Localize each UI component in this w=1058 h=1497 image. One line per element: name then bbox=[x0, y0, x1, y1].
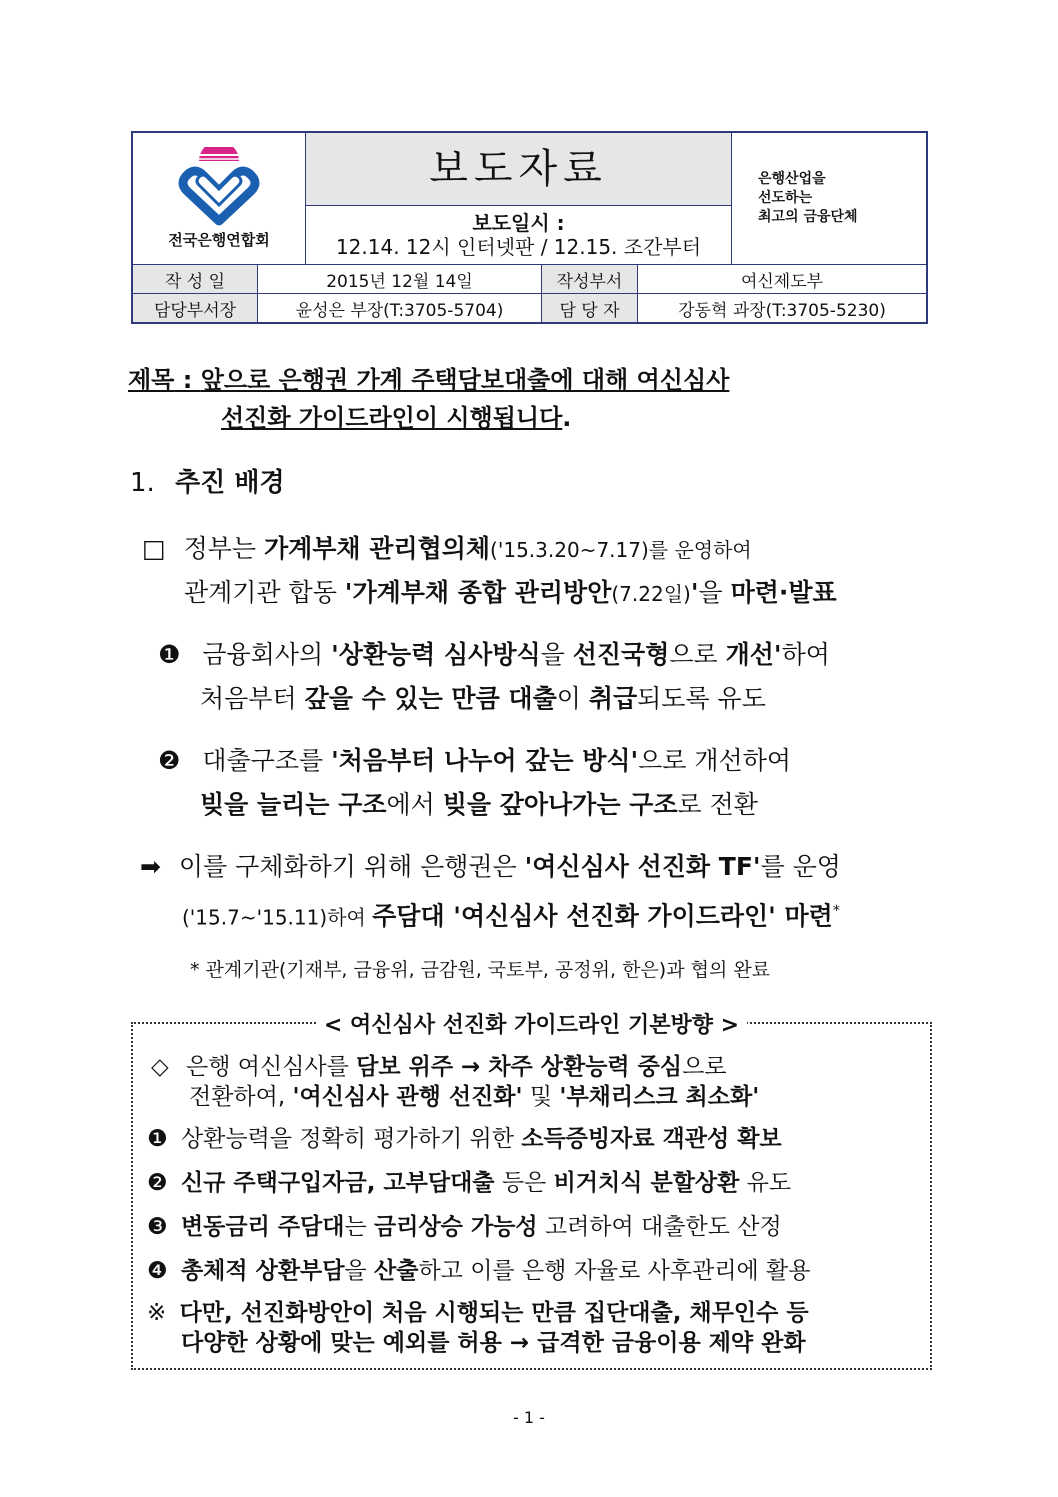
bold-text: '부채리스크 최소화' bbox=[559, 1084, 760, 1110]
text: 이를 구체화하기 위해 은행권은 bbox=[178, 852, 525, 881]
bold-text: 산출 bbox=[374, 1258, 419, 1284]
item2-line1 bbox=[158, 744, 791, 778]
right-arrow-icon: ➡ bbox=[140, 852, 161, 881]
diamond-bullet-icon: ◇ bbox=[151, 1054, 169, 1080]
title-line-2: 선진화 가이드라인이 시행됩니다. bbox=[221, 404, 572, 432]
reference-mark-icon: ※ bbox=[147, 1300, 167, 1326]
text: 으로 bbox=[669, 640, 726, 669]
bold-text: 신규 주택구입자금, 고부담대출 bbox=[180, 1170, 495, 1196]
bold-text: ' bbox=[690, 578, 699, 607]
item2-line2 bbox=[200, 788, 758, 822]
para1-line1 bbox=[142, 532, 752, 567]
section-heading bbox=[130, 462, 285, 499]
arrow-line1 bbox=[140, 850, 841, 884]
number-2-icon: ❷ bbox=[158, 746, 181, 775]
bold-text: 금리상승 가능성 bbox=[374, 1214, 538, 1240]
text: 금융회사의 bbox=[202, 640, 332, 669]
text: 이 bbox=[556, 684, 589, 713]
box-row-1 bbox=[151, 1052, 727, 1082]
text: 은행 여신심사를 bbox=[186, 1054, 357, 1080]
text: 관계기관 합동 bbox=[184, 578, 345, 607]
bold-text: 총체적 상환부담 bbox=[180, 1258, 345, 1284]
number-2-icon: ❷ bbox=[147, 1170, 168, 1196]
dept: 여신제도부 bbox=[638, 265, 927, 294]
manager-label: 담당부서장 bbox=[133, 294, 258, 323]
bold-text: 개선' bbox=[725, 640, 782, 669]
logo-cell bbox=[132, 132, 306, 265]
bold-text: '상환능력 심사방식 bbox=[331, 640, 541, 669]
text: 는 bbox=[344, 1214, 375, 1240]
number-3-icon: ❸ bbox=[147, 1214, 168, 1240]
number-4-icon: ❹ bbox=[147, 1258, 168, 1284]
release-cell bbox=[306, 206, 732, 265]
text: 상환능력을 정확히 평가하기 위한 bbox=[180, 1126, 522, 1152]
contact-label: 담 당 자 bbox=[542, 294, 638, 323]
written-date: 2015년 12월 14일 bbox=[258, 265, 542, 294]
box-row-4 bbox=[147, 1212, 782, 1242]
bold-text: 변동금리 주담대 bbox=[180, 1214, 345, 1240]
box-row-5 bbox=[147, 1256, 811, 1286]
bold-text: '가계부채 종합 관리방안 bbox=[344, 578, 612, 607]
section-number: 1. bbox=[130, 468, 155, 498]
text: 정부는 bbox=[183, 534, 264, 563]
bold-text: 마련·발표 bbox=[730, 578, 837, 607]
slogan-line-3: 최고의 금융단체 bbox=[758, 209, 858, 225]
bold-text: 다만, 선진화방안이 처음 시행되는 만큼 집단대출, 채무인수 등 bbox=[179, 1300, 809, 1326]
text: 으로 bbox=[682, 1054, 727, 1080]
box-row-1b bbox=[189, 1082, 759, 1112]
bold-text: 빚을 갚아나가는 구조 bbox=[442, 790, 678, 819]
header-table bbox=[131, 131, 928, 324]
box-row-6b bbox=[181, 1328, 806, 1358]
bold-text: '여신심사 선진화 TF' bbox=[524, 852, 761, 881]
text: 을 bbox=[698, 578, 731, 607]
bold-text: '여신심사 관행 선진화' bbox=[292, 1084, 523, 1110]
bold-text: 갚을 수 있는 만큼 대출 bbox=[304, 684, 557, 713]
text: 에서 bbox=[386, 790, 443, 819]
guideline-box bbox=[131, 1013, 932, 1370]
text: 대출구조를 bbox=[202, 746, 332, 775]
text: 을 bbox=[540, 640, 573, 669]
bold-text: 취급 bbox=[588, 684, 638, 713]
box-row-6 bbox=[147, 1298, 809, 1328]
meta-table bbox=[133, 265, 926, 322]
text: 으로 개선하여 bbox=[638, 746, 792, 775]
title-line-1 bbox=[128, 360, 729, 395]
slogan-line-1: 은행산업을 bbox=[758, 171, 826, 187]
text: 을 bbox=[344, 1258, 375, 1284]
bold-text: 빚을 늘리는 구조 bbox=[200, 790, 387, 819]
bold-text: 선진국형 bbox=[572, 640, 670, 669]
bold-text: '처음부터 나누어 갚는 방식' bbox=[331, 746, 639, 775]
text: ('15.7~'15.11)하여 bbox=[182, 905, 373, 930]
bold-text: 주담대 '여신심사 선진화 가이드라인' 마련 bbox=[372, 901, 833, 931]
bold-text: 비거치식 분할상환 bbox=[553, 1170, 740, 1196]
bold-text: 소득증빙자료 객관성 확보 bbox=[521, 1126, 782, 1152]
dept-label: 작성부서 bbox=[542, 265, 638, 294]
box-row-3 bbox=[147, 1168, 791, 1198]
title-colon: : bbox=[174, 366, 201, 394]
text: 및 bbox=[522, 1084, 560, 1110]
para1-line2 bbox=[184, 576, 837, 611]
manager: 윤성은 부장(T:3705-5704) bbox=[258, 294, 542, 323]
bold-text: 다양한 상황에 맞는 예외를 허용 → 급격한 금융이용 제약 완화 bbox=[181, 1330, 806, 1356]
box-heading-text: < 여신심사 선진화 가이드라인 기본방향 > bbox=[316, 1013, 747, 1038]
meta-row-container bbox=[132, 265, 927, 324]
bold-text: 담보 위주 → 차주 상환능력 중심 bbox=[356, 1054, 683, 1080]
text: 고려하여 대출한도 산정 bbox=[537, 1214, 782, 1240]
doc-type-title: 보도자료 bbox=[306, 132, 732, 206]
slogan bbox=[732, 132, 928, 265]
title-text-1: 앞으로 은행권 가계 주택담보대출에 대해 여신심사 bbox=[200, 366, 730, 394]
title-text-2: 선진화 가이드라인이 시행됩니다 bbox=[221, 404, 563, 432]
text: 를 운영 bbox=[760, 852, 841, 881]
text: 전환하여, bbox=[189, 1084, 293, 1110]
association-logo-icon bbox=[169, 147, 269, 227]
text: 유도 bbox=[739, 1170, 792, 1196]
title-prefix: 제목 bbox=[128, 366, 175, 394]
release-time: 12.14. 12시 인터넷판 / 12.15. 조간부터 bbox=[335, 235, 702, 259]
org-name: 전국은행연합회 bbox=[168, 231, 270, 249]
box-row-2 bbox=[147, 1124, 782, 1154]
text: (7.22일) bbox=[611, 582, 691, 606]
written-date-label: 작 성 일 bbox=[133, 265, 258, 294]
text: 하여 bbox=[781, 640, 830, 669]
number-1-icon: ❶ bbox=[147, 1126, 168, 1152]
text: 되도록 유도 bbox=[637, 684, 766, 713]
text: 등은 bbox=[494, 1170, 554, 1196]
item1-line2 bbox=[200, 682, 766, 716]
box-heading bbox=[133, 1008, 930, 1039]
text: 로 전환 bbox=[677, 790, 758, 819]
text: ('15.3.20~7.17)를 운영하여 bbox=[490, 538, 752, 562]
number-1-icon: ❶ bbox=[158, 640, 181, 669]
item1-line1 bbox=[158, 638, 830, 672]
text: 처음부터 bbox=[200, 684, 305, 713]
contact: 강동혁 과장(T:3705-5230) bbox=[638, 294, 927, 323]
release-label: 보도일시 : bbox=[472, 211, 565, 235]
square-bullet-icon: □ bbox=[142, 534, 166, 563]
page-number: - 1 - bbox=[513, 1408, 545, 1427]
slogan-line-2: 선도하는 bbox=[758, 190, 813, 206]
text: 하고 이를 은행 자율로 사후관리에 활용 bbox=[418, 1258, 811, 1284]
section-title: 추진 배경 bbox=[175, 468, 285, 498]
arrow-line2 bbox=[182, 894, 840, 934]
bold-text: 가계부채 관리협의체 bbox=[263, 534, 491, 563]
footnote: * 관계기관(기재부, 금융위, 금감원, 국토부, 공정위, 한은)과 협의 완료 bbox=[190, 959, 771, 981]
footnote-marker: * bbox=[832, 903, 840, 919]
